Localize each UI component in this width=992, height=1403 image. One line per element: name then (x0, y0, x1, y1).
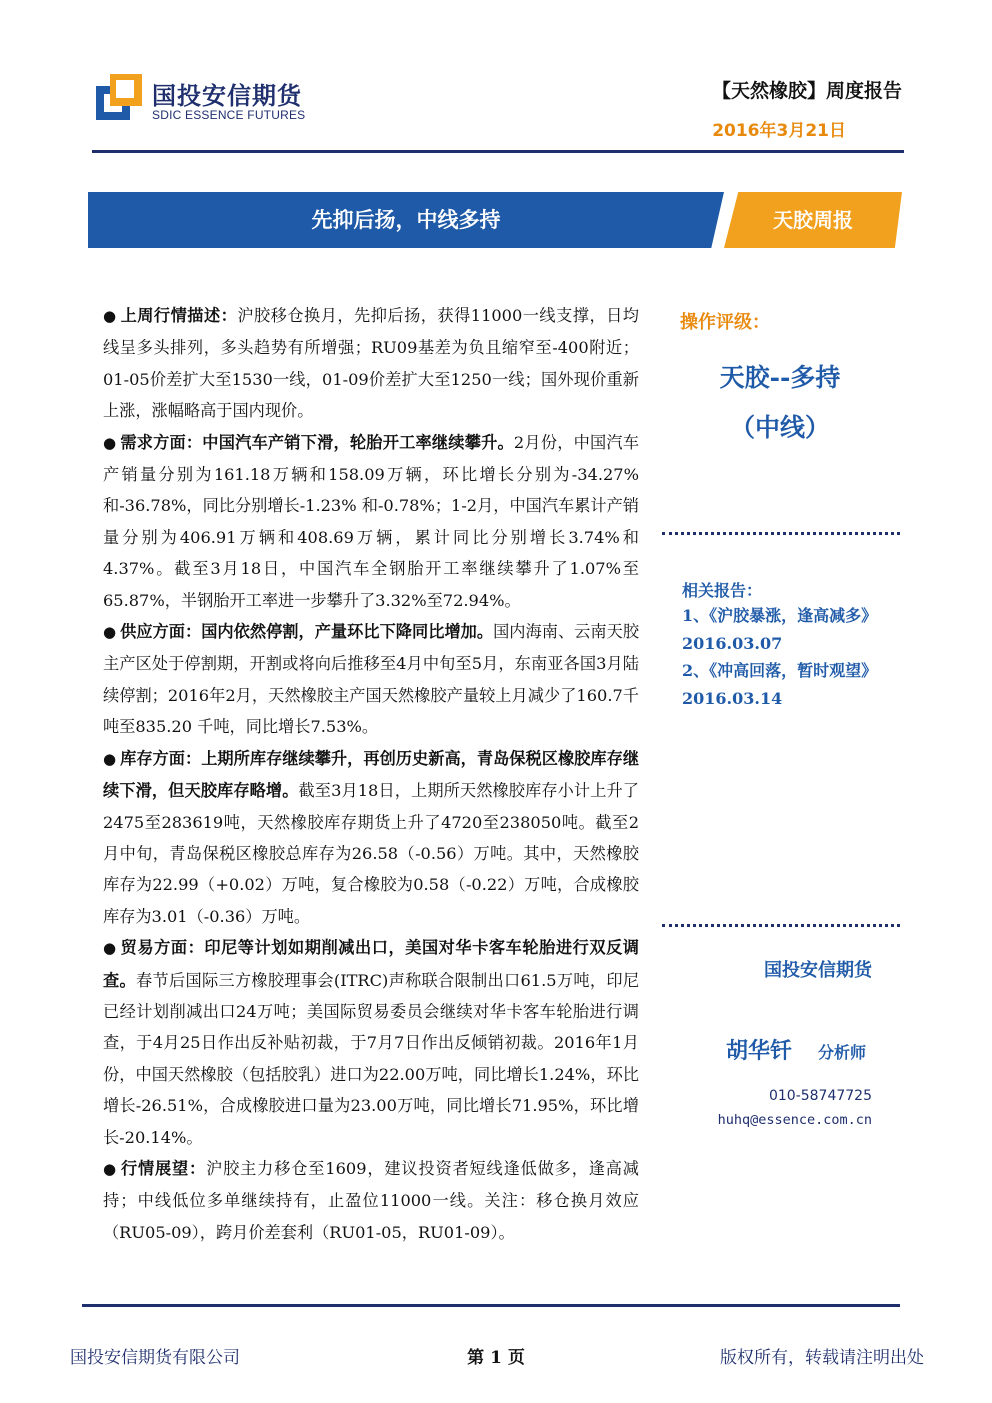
bullet-icon: ● (103, 623, 117, 642)
header-divider (92, 150, 904, 153)
footer-divider (82, 1304, 900, 1307)
section-body: 国内海南、云南天胶主产区处于停割期，开割或将向后推移至4月中旬至5月，东南亚各国3月陆续停割；2016年2月，天然橡胶主产国天然橡胶产量较上月减少了160.7千吨至835.20 千吨，同比增长7.53%。 (103, 622, 640, 737)
bullet-icon: ● (103, 749, 117, 768)
analyst-role: 分析师 (818, 1043, 867, 1062)
logo-mark-icon (96, 74, 142, 126)
page-number: 第 1 页 (467, 1348, 525, 1368)
section-demand (103, 427, 639, 616)
company-logo (96, 72, 306, 128)
section-trade (103, 932, 639, 1153)
related-report-link[interactable]: 2、《冲高回落，暂时观望》2016.03.14 (682, 661, 878, 708)
analyst-name: 胡华钎 (726, 1039, 793, 1064)
section-body: 截至3月18日，上期所天然橡胶库存小计上升了2475至283619吨，天然橡胶库存期货上升了4720至238050吨。截至2月中旬，青岛保税区橡胶总库存为26.58（-0.56）万吨。其中，天然橡胶库存为22.99（+0.02）万吨，复合橡胶为0.58（-0.22）万吨，合成橡胶库存为3.01（-0.36）万吨。 (103, 781, 639, 926)
related-reports-list (682, 602, 882, 712)
section-market-review (103, 300, 639, 427)
section-heading: 贸易方面：印尼等计划如期削减出口，美国对华卡客车轮胎进行双反调查。 (103, 938, 639, 990)
bullet-icon: ● (103, 307, 117, 325)
logo-text-en: SDIC ESSENCE FUTURES (152, 108, 306, 122)
section-heading: 行情展望： (120, 1158, 207, 1178)
section-heading: 需求方面：中国汽车产销下滑，轮胎开工率继续攀升。 (120, 432, 514, 452)
section-body: 沪胶移仓换月，先抑后扬，获得11000一线支撑，日均线呈多头排列，多头趋势有所增强；RU09基差为负且缩窄至-400附近；01-05价差扩大至1530一线，01-09价差扩大至1250一线；国外现价重新上涨，涨幅略高于国内现价。 (103, 306, 639, 421)
report-date: 2016年3月21日 (712, 121, 846, 141)
section-body: 2月份，中国汽车产销量分别为161.18万辆和158.09万辆，环比增长分别为-34.27%和-36.78%，同比分别增长-1.23% 和-0.78%；1-2月，中国汽车累计产销量分别为406.91万辆和408.69万辆，累计同比分别增长3.74%和4.37%。截至3月18日，中国汽车全钢胎开工率继续攀升了1.07%至65.87%，半钢胎开工率进一步攀升了3.32%至72.94%。 (103, 432, 640, 610)
section-heading: 上周行情描述： (120, 306, 238, 325)
rating-horizon: （中线） (729, 413, 830, 442)
footer-copyright: 版权所有，转载请注明出处 (720, 1348, 924, 1368)
section-heading: 供应方面：国内依然停割，产量环比下降同比增加。 (120, 622, 494, 642)
sidebar-company: 国投安信期货 (764, 960, 872, 981)
related-report-link[interactable]: 1、《沪胶暴涨，逢高减多》2016.03.07 (682, 606, 878, 653)
sidebar-divider (662, 924, 900, 927)
section-supply (103, 616, 639, 743)
section-heading: 库存方面：上期所库存继续攀升，再创历史新高，青岛保税区橡胶库存继续下滑，但天胶库存略增。 (103, 748, 640, 801)
rating-label: 操作评级： (680, 312, 770, 333)
section-inventory (103, 743, 639, 932)
related-reports-title: 相关报告： (682, 581, 763, 600)
section-outlook (103, 1153, 639, 1248)
section-body: 沪胶主力移仓至1609，建议投资者短线逢低做多，逢高减持；中线低位多单继续持有，止盈位11000一线。关注：移仓换月效应（RU05-09），跨月价差套利（RU01-05，RU01-09）。 (103, 1158, 639, 1242)
analyst-phone: 010-58747725 (768, 1088, 872, 1104)
bullet-icon: ● (103, 433, 117, 452)
main-content (103, 300, 639, 1248)
sidebar-divider (662, 532, 900, 535)
footer-company: 国投安信期货有限公司 (70, 1348, 240, 1368)
bullet-icon: ● (103, 939, 117, 958)
analyst-email[interactable]: huhq@essence.com.cn (717, 1112, 872, 1128)
report-title: 先抑后扬，中线多持 (311, 207, 501, 232)
category-label: 天胶周报 (773, 208, 853, 232)
report-type: 【天然橡胶】周度报告 (711, 80, 902, 102)
section-body: 春节后国际三方橡胶理事会(ITRC)声称联合限制出口61.5万吨，印尼已经计划削减出口24万吨；美国际贸易委员会继续对华卡客车轮胎进行调查，于4月25日作出反补贴初裁，于7月7日作出反倾销初裁。2016年1月份，中国天然橡胶（包括胶乳）进口为22.00万吨，同比增长1.24%，环比增长-26.51%，合成橡胶进口量为23.00万吨，同比增长71.95%，环比增长-20.14%。 (103, 970, 640, 1147)
bullet-icon: ● (103, 1159, 117, 1178)
rating-value: 天胶--多持 (719, 363, 841, 392)
logo-text-cn: 国投安信期货 (152, 82, 302, 110)
